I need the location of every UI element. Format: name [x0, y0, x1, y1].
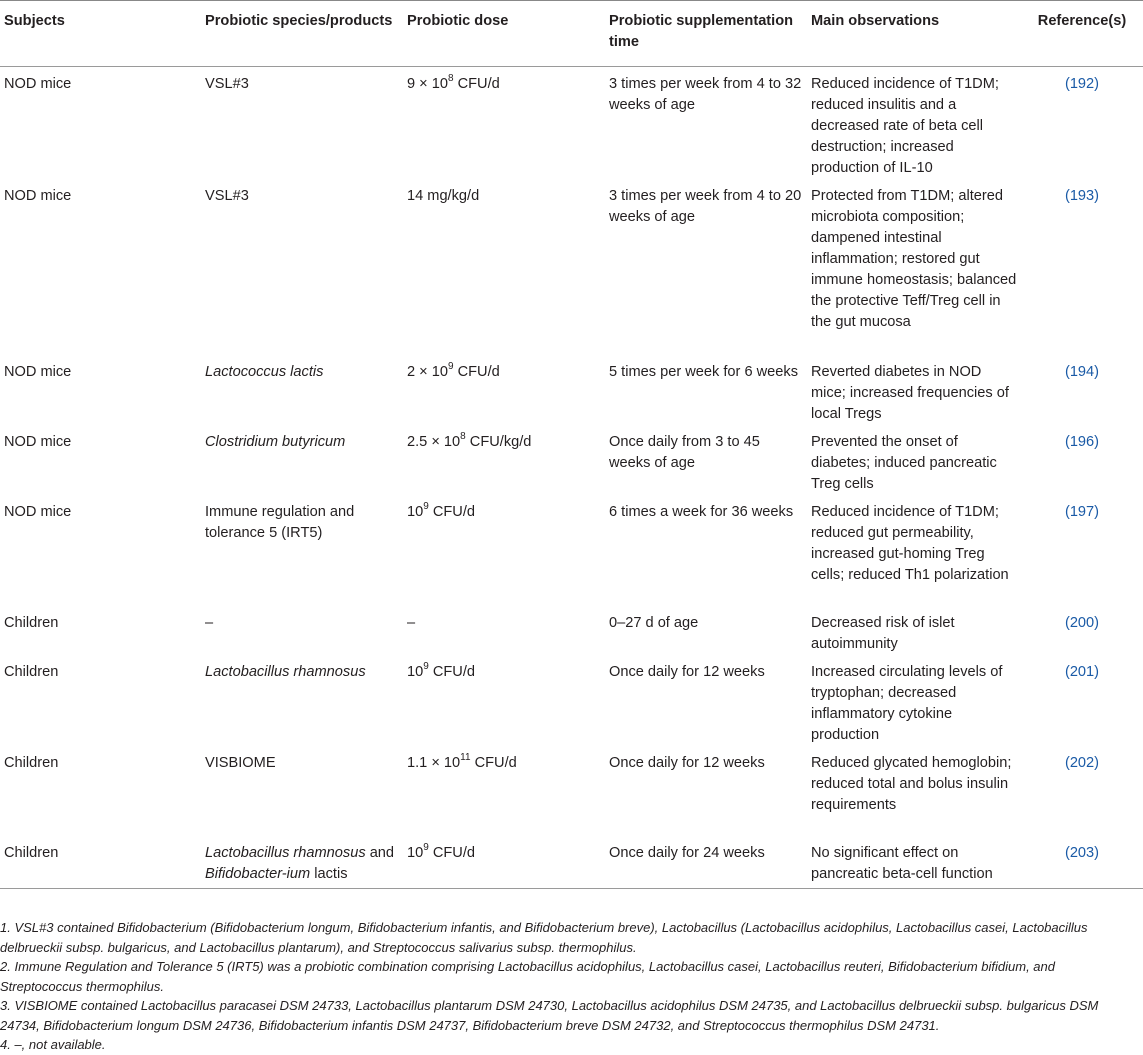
- table-header-row: [0, 1, 1143, 67]
- dose-unit: CFU/d: [470, 755, 517, 771]
- cell-species: Lactobacillus rhamnosus: [205, 664, 366, 680]
- cell-reference[interactable]: [1021, 355, 1143, 425]
- cell-reference[interactable]: [1021, 67, 1143, 180]
- dose-exponent: 9: [423, 661, 429, 673]
- cell-observations: Reduced incidence of T1DM; reduced insulitis and a decreased rate of beta cell destruction; increased production of IL-10: [811, 76, 999, 176]
- cell-observations: No significant effect on pancreatic beta-cell function: [811, 845, 993, 882]
- table-row: [0, 655, 1143, 746]
- dose-base: 2 × 10: [407, 364, 448, 380]
- cell-dose: [403, 836, 605, 888]
- table-row: [0, 67, 1143, 180]
- cell-dose: [403, 495, 605, 606]
- dose-exponent: 11: [460, 752, 471, 764]
- table-row: [0, 836, 1143, 888]
- species-part: Lactobacillus rhamnosus: [205, 845, 366, 861]
- species-part: lactis: [314, 866, 348, 882]
- dose-base: 2.5 × 10: [407, 434, 461, 450]
- header-dose: Probiotic dose: [407, 13, 509, 29]
- dose-base: 1.1 × 10: [407, 755, 461, 771]
- cell-dose: [403, 425, 605, 495]
- footnote: 1. VSL#3 contained Bifidobacterium (Bifidobacterium longum, Bifidobacterium infantis, and Bifidobacterium breve), Lactobacillus (Lactobacillus acidophilus, Lactobacillus casei, Lactobacillus delbrueckii subsp. bulgaricus, and Lactobacillus plantarum), and Streptococcus salivarius subsp. thermophilus.: [0, 920, 1088, 955]
- dose-exponent: 8: [460, 431, 466, 443]
- cell-time: 6 times a week for 36 weeks: [609, 504, 794, 520]
- cell-dose: [403, 355, 605, 425]
- cell-time: 3 times per week from 4 to 32 weeks of age: [609, 76, 802, 113]
- dose-base: 10: [407, 504, 424, 520]
- table-row: [0, 425, 1143, 495]
- dose-unit: CFU/d: [428, 664, 476, 680]
- header-observations: Main observations: [811, 13, 940, 29]
- cell-dose: 14 mg/kg/d: [407, 188, 480, 204]
- cell-species: VSL#3: [205, 76, 249, 92]
- reference-link[interactable]: (203): [1064, 845, 1100, 861]
- table-row: [0, 495, 1143, 606]
- table-row: [0, 746, 1143, 836]
- dose-unit: CFU/d: [453, 76, 500, 92]
- dose-unit: CFU/d: [428, 845, 476, 861]
- table-row: [0, 355, 1143, 425]
- cell-observations: Reduced glycated hemoglobin; reduced total and bolus insulin requirements: [811, 755, 1012, 813]
- cell-time: 5 times per week for 6 weeks: [609, 364, 798, 380]
- footnote: 4. –, not available.: [0, 1037, 106, 1052]
- cell-time: Once daily for 12 weeks: [609, 664, 765, 680]
- cell-subjects: NOD mice: [4, 76, 72, 92]
- cell-dose: [403, 655, 605, 746]
- cell-subjects: Children: [4, 845, 59, 861]
- cell-reference[interactable]: [1021, 836, 1143, 888]
- header-subjects: Subjects: [4, 13, 65, 29]
- species-part: and: [369, 845, 395, 861]
- table-footnotes: [0, 918, 1140, 1055]
- dose-base: 9 × 10: [407, 76, 448, 92]
- dose-exponent: 9: [447, 361, 454, 373]
- cell-reference[interactable]: [1021, 655, 1143, 746]
- footnote: 2. Immune Regulation and Tolerance 5 (IRT5) was a probiotic combination comprising Lactobacillus acidophilus, Lactobacillus casei, Lactobacillus reuteri, Bifidobacterium bifidium, and Streptococcus thermophilus.: [0, 959, 1055, 994]
- cell-species: –: [205, 615, 214, 631]
- table-row: [0, 606, 1143, 655]
- cell-time: Once daily from 3 to 45 weeks of age: [609, 434, 760, 471]
- dose-unit: CFU/kg/d: [465, 434, 532, 450]
- reference-link[interactable]: (196): [1064, 434, 1100, 450]
- dose-exponent: 9: [423, 501, 429, 513]
- cell-observations: Reduced incidence of T1DM; reduced gut permeability, increased gut-homing Treg cells; reduced Th1 polarization: [811, 504, 1009, 583]
- cell-observations: Increased circulating levels of tryptophan; decreased inflammatory cytokine production: [811, 664, 1003, 743]
- cell-time: Once daily for 12 weeks: [609, 755, 765, 771]
- dose-unit: CFU/d: [428, 504, 476, 520]
- cell-dose: [403, 67, 605, 180]
- cell-subjects: Children: [4, 615, 59, 631]
- cell-subjects: NOD mice: [4, 364, 72, 380]
- cell-species: Clostridium butyricum: [205, 434, 346, 450]
- cell-observations: Reverted diabetes in NOD mice; increased frequencies of local Tregs: [811, 364, 1009, 422]
- cell-observations: Prevented the onset of diabetes; induced pancreatic Treg cells: [811, 434, 997, 492]
- cell-observations: Protected from T1DM; altered microbiota composition; dampened intestinal inflammation; restored gut immune homeostasis; balanced the protective Teff/Treg cell in the gut mucosa: [811, 188, 1017, 330]
- cell-species: VSL#3: [205, 188, 249, 204]
- table-row: [0, 179, 1143, 355]
- cell-subjects: NOD mice: [4, 188, 72, 204]
- footnote: 3. VISBIOME contained Lactobacillus paracasei DSM 24733, Lactobacillus plantarum DSM 24730, Lactobacillus acidophilus DSM 24735, and Lactobacillus delbrueckii subsp. bulgaricus DSM 24734, Bifidobacterium longum DSM 24736, Bifidobacterium infantis DSM 24737, Bifidobacterium breve DSM 24732, and Streptococcus thermophilus DSM 24731.: [0, 998, 1099, 1033]
- reference-link[interactable]: (192): [1064, 76, 1100, 92]
- cell-reference[interactable]: [1021, 606, 1143, 655]
- reference-link[interactable]: (200): [1064, 615, 1100, 631]
- cell-reference[interactable]: [1021, 495, 1143, 606]
- cell-subjects: NOD mice: [4, 504, 72, 520]
- cell-reference[interactable]: [1021, 179, 1143, 355]
- reference-link[interactable]: (202): [1064, 755, 1100, 771]
- dose-unit: CFU/d: [453, 364, 500, 380]
- reference-link[interactable]: (197): [1064, 504, 1100, 520]
- dose-base: 10: [407, 845, 424, 861]
- cell-subjects: Children: [4, 664, 59, 680]
- reference-link[interactable]: (193): [1064, 188, 1100, 204]
- cell-species: Lactococcus lactis: [205, 364, 324, 380]
- header-species: Probiotic species/products: [205, 13, 393, 29]
- cell-dose: –: [407, 615, 416, 631]
- cell-time: 3 times per week from 4 to 20 weeks of age: [609, 188, 802, 225]
- cell-time: Once daily for 24 weeks: [609, 845, 765, 861]
- dose-exponent: 9: [423, 842, 429, 854]
- reference-link[interactable]: (194): [1064, 364, 1100, 380]
- cell-species: Immune regulation and tolerance 5 (IRT5): [205, 504, 355, 541]
- cell-dose: [403, 746, 605, 836]
- header-time: Probiotic supplementation time: [609, 13, 794, 50]
- cell-time: 0–27 d of age: [609, 615, 699, 631]
- dose-base: 10: [407, 664, 424, 680]
- species-part: Bifidobacter-ium: [205, 866, 311, 882]
- cell-subjects: Children: [4, 755, 59, 771]
- cell-observations: Decreased risk of islet autoimmunity: [811, 615, 955, 652]
- header-reference: Reference(s): [1037, 13, 1127, 29]
- cell-species: [201, 836, 403, 888]
- cell-reference[interactable]: [1021, 425, 1143, 495]
- dose-exponent: 8: [447, 73, 454, 85]
- cell-subjects: NOD mice: [4, 434, 72, 450]
- cell-species: VISBIOME: [205, 755, 276, 771]
- cell-reference[interactable]: [1021, 746, 1143, 836]
- reference-link[interactable]: (201): [1064, 664, 1100, 680]
